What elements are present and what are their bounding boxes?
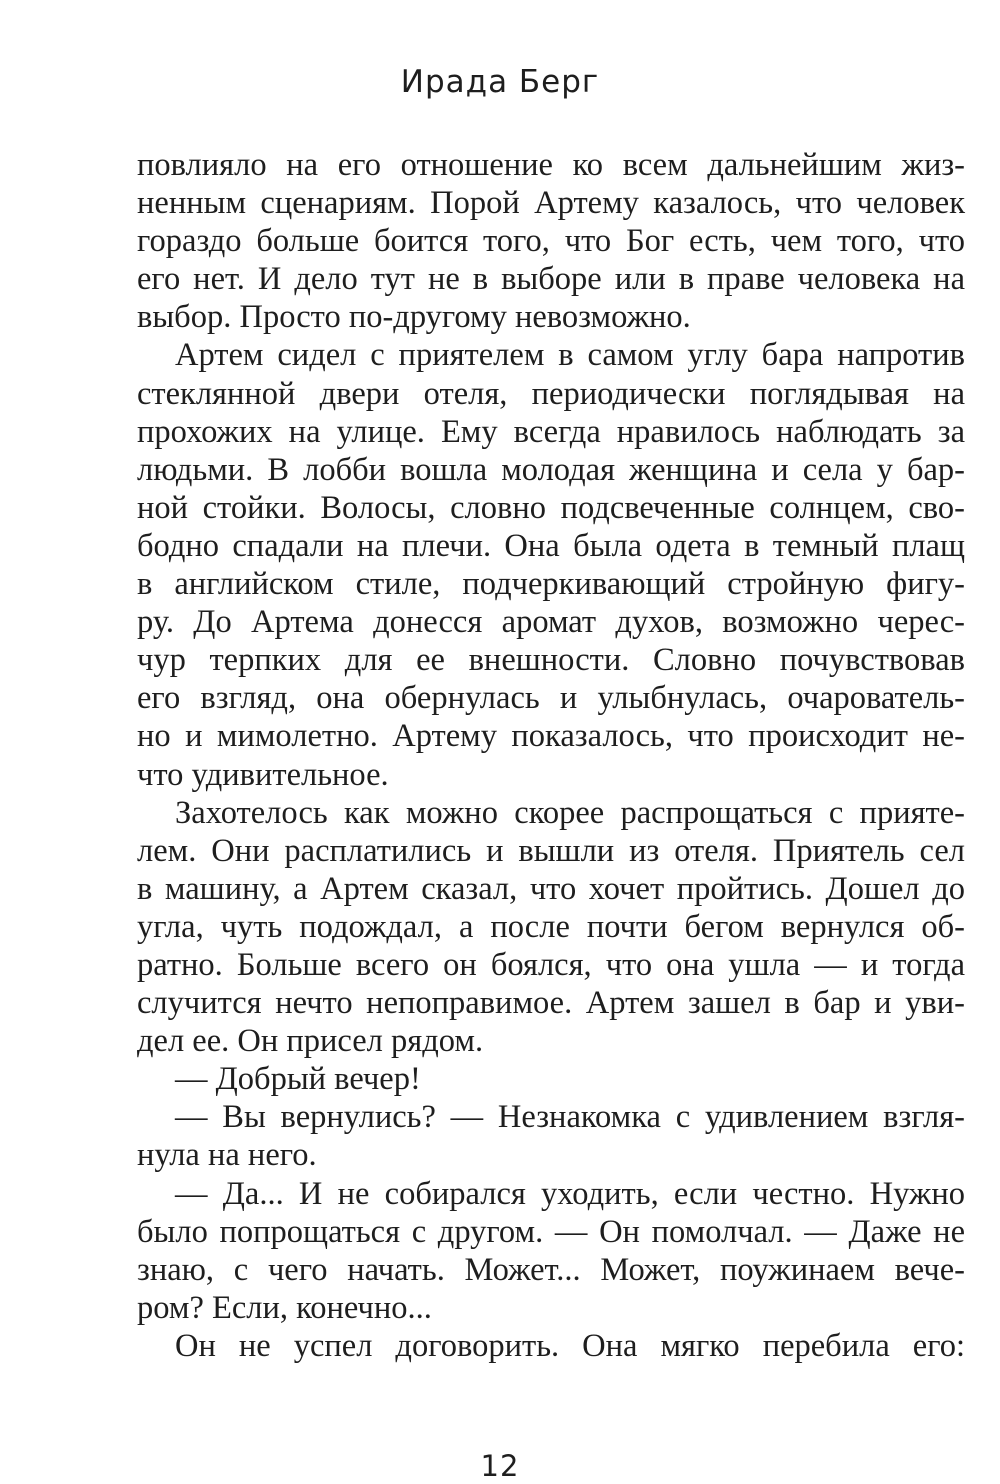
text-line: его нет. И дело тут не в выборе или в праве человека на (137, 261, 965, 298)
dialogue-line: — Вы вернулись? — Незнакомка с удивлением взгля- (175, 1099, 965, 1136)
text-line: ненным сценариям. Порой Артему казалось, что человек (137, 185, 965, 222)
text-line: выбор. Просто по-другому невозможно. (137, 299, 691, 336)
text-line: гораздо больше боится того, что Бог есть, чем того, что (137, 223, 965, 260)
text-line: нула на него. (137, 1137, 317, 1174)
text-line: угла, чуть подождал, а после почти бегом вернулся об- (137, 908, 965, 945)
page-number: 12 (480, 1449, 520, 1483)
dialogue-line: — Да... И не собирался уходить, если честно. Нужно (175, 1175, 965, 1212)
text-line: Захотелось как можно скорее распрощаться с прияте- (175, 794, 965, 831)
text-line: было попрощаться с другом. — Он помолчал. — Даже не (137, 1213, 965, 1250)
text-line: дел ее. Он присел рядом. (137, 1023, 484, 1060)
text-line: но и мимолетно. Артему показалось, что происходит не- (137, 718, 965, 755)
text-line: людьми. В лобби вошла молодая женщина и села у бар- (137, 451, 965, 488)
text-line: в машину, а Артем сказал, что хочет пройтись. Дошел до (137, 870, 965, 907)
text-line: повлияло на его отношение ко всем дальнейшим жиз- (137, 147, 965, 183)
text-line: стеклянной двери отеля, периодически поглядывая на (137, 375, 965, 412)
text-line: ратно. Больше всего он боялся, что она ушла — и тогда (137, 946, 965, 983)
text-line: ру. До Артема донесся аромат духов, возможно черес- (137, 604, 965, 641)
text-line: ной стойки. Волосы, словно подсвеченные солнцем, сво- (137, 489, 965, 526)
text-line: ром? Если, конечно... (137, 1289, 432, 1326)
text-line: случится нечто непоправимое. Артем зашел в бар и уви- (137, 985, 965, 1022)
text-line: Он не успел договорить. Она мягко перебила его: (175, 1327, 965, 1364)
text-line: чур терпких для ее внешности. Словно почувствовав (137, 642, 965, 679)
text-line: Артем сидел с приятелем в самом углу бара напротив (175, 337, 965, 374)
text-line: его взгляд, она обернулась и улыбнулась, очарователь- (137, 680, 965, 717)
dialogue-line: — Добрый вечер! (175, 1061, 421, 1098)
body-text (137, 146, 965, 1365)
text-line: что удивительное. (137, 756, 389, 793)
text-line: бодно спадали на плечи. Она была одета в темный плащ (137, 527, 965, 564)
text-line: прохожих на улице. Ему всегда нравилось наблюдать за (137, 413, 965, 450)
text-line: знаю, с чего начать. Может... Может, поужинаем вече- (137, 1251, 965, 1288)
running-head-author: Ирада Берг (400, 64, 600, 100)
text-line: в английском стиле, подчеркивающий стройную фигу- (137, 566, 965, 603)
text-line: лем. Они расплатились и вышли из отеля. Приятель сел (137, 832, 965, 869)
